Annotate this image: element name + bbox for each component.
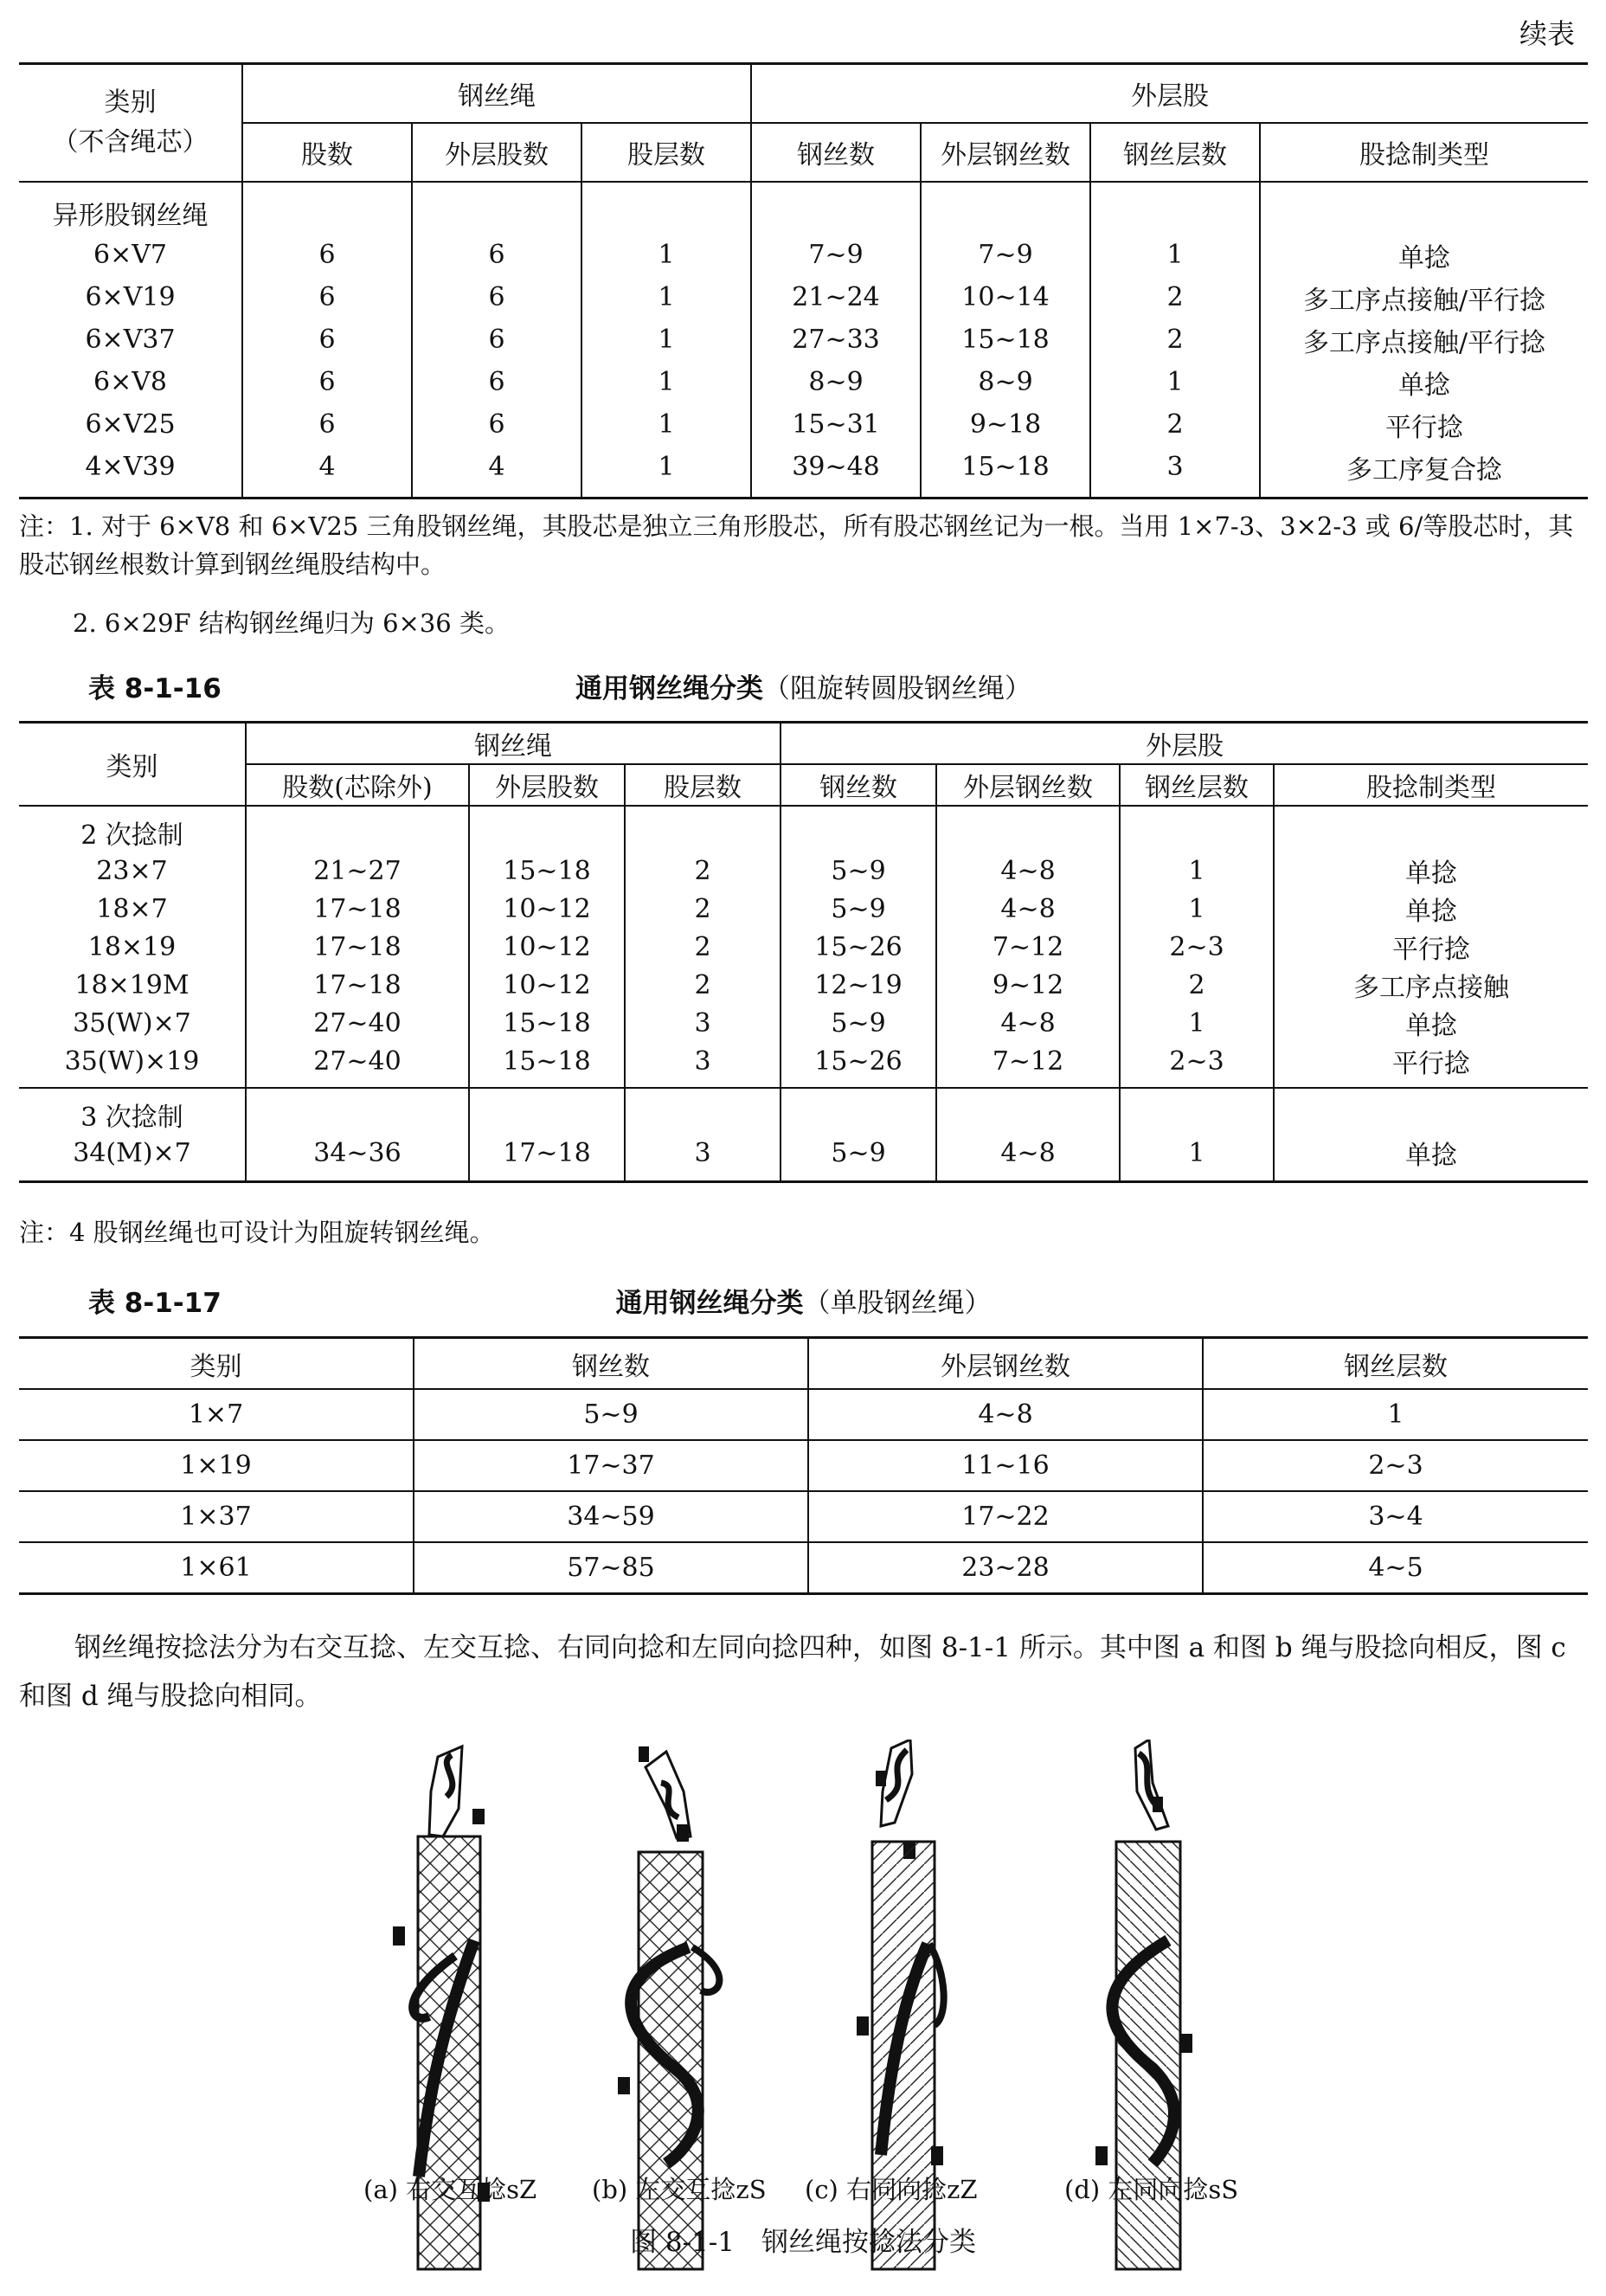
table-cell: 2 (1120, 966, 1274, 1004)
table-cell: 6×V19 (85, 282, 176, 312)
table-cell: 平行捻 (1274, 1042, 1588, 1088)
figure-label-a: (a) 右交互捻sZ (363, 2175, 537, 2204)
table-cell: 10~12 (469, 890, 625, 928)
body-paragraph: 钢丝绳按捻法分为右交互捻、左交互捻、右同向捻和左同向捻四种，如图 8-1-1 所示。其中图 a 和图 b 绳与股捻向相反，图 c 和图 d 绳与股捻向相同。 (19, 1632, 1566, 1712)
table-row (19, 403, 1588, 446)
continued-label: 续表 (1519, 17, 1575, 50)
table-cell: 1 (581, 403, 751, 446)
table-cell: 17~18 (246, 890, 469, 928)
group-label: 3 次捻制 (80, 1103, 183, 1133)
table-cell: 17~22 (808, 1491, 1203, 1542)
header-rope: 钢丝绳 (242, 64, 751, 124)
table-2-body (19, 806, 1588, 1182)
table-cell: 11~16 (808, 1440, 1203, 1491)
table-cell: 1 (1203, 1389, 1588, 1440)
table-1-note-2: 2. 6×29F 结构钢丝绳归为 6×36 类。 (73, 608, 510, 638)
table-cell: 12~19 (781, 966, 936, 1004)
table-cell: 6 (412, 234, 581, 276)
table-cell: 10~12 (469, 966, 625, 1004)
table-cell: 15~18 (469, 1042, 625, 1088)
table-cell (246, 1088, 469, 1134)
header-strand: 外层股 (781, 723, 1588, 765)
table-cell: 单捻 (1260, 234, 1588, 276)
table-cell: 15~26 (781, 928, 936, 966)
table-cell: 10~12 (469, 928, 625, 966)
column-header: 钢丝数 (751, 123, 921, 182)
column-header: 外层钢丝数 (808, 1338, 1203, 1390)
header-category: 类别 (19, 723, 246, 807)
table-cell: 1 (581, 446, 751, 498)
table-1-body (19, 182, 1588, 498)
table-cell: 27~33 (751, 318, 921, 361)
table-cell: 1 (1120, 1134, 1274, 1182)
table-cell: 15~18 (469, 1004, 625, 1042)
table-cell (1120, 806, 1274, 852)
table-cell: 9~12 (936, 966, 1120, 1004)
column-header: 类别 (19, 1338, 414, 1390)
table-cell: 1 (1090, 234, 1260, 276)
table-cell: 7~12 (936, 1042, 1120, 1088)
column-header: 外层钢丝数 (921, 123, 1090, 182)
table-cell: 6 (242, 361, 412, 403)
table-cell: 单捻 (1274, 852, 1588, 890)
table-cell: 5~9 (781, 1134, 936, 1182)
column-header: 钢丝数 (414, 1338, 808, 1390)
group-label-row (19, 806, 1588, 852)
table-cell: 1×37 (19, 1491, 414, 1542)
table-cell: 5~9 (781, 852, 936, 890)
table-cell: 39~48 (751, 446, 921, 498)
table-cell: 平行捻 (1260, 403, 1588, 446)
table-cell: 18×19M (74, 969, 190, 1000)
table-cell (781, 806, 936, 852)
table-row (19, 446, 1588, 498)
table-row (19, 1389, 1588, 1440)
table-cell: 1×19 (19, 1440, 414, 1491)
header-strand: 外层股 (751, 64, 1588, 124)
table-cell: 1 (1120, 852, 1274, 890)
table-2-caption (19, 666, 1588, 706)
table-cell: 6 (242, 276, 412, 318)
figure-label-d: (d) 左同向捻sS (1064, 2175, 1239, 2204)
table-cell: 9~18 (921, 403, 1090, 446)
column-header: 股捻制类型 (1260, 123, 1588, 182)
table-cell: 多工序点接触 (1274, 966, 1588, 1004)
table-2-title: 通用钢丝绳分类（阻旋转圆股钢丝绳） (575, 673, 1031, 704)
table-cell: 多工序复合捻 (1260, 446, 1588, 498)
table-cell: 7~9 (751, 234, 921, 276)
column-header: 钢丝层数 (1203, 1338, 1588, 1390)
column-header: 钢丝层数 (1120, 764, 1274, 806)
table-row (19, 1542, 1588, 1594)
figure-label-b: (b) 左交互捻zS (592, 2175, 767, 2204)
table-cell: 6 (242, 318, 412, 361)
table-cell: 3 (625, 1004, 781, 1042)
table-cell: 4~8 (808, 1389, 1203, 1440)
figure-label-c: (c) 右同向捻zZ (805, 2175, 978, 2204)
figure-caption: 图 8-1-1 钢丝绳按捻法分类 (630, 2227, 976, 2258)
table-cell: 1 (1120, 1004, 1274, 1042)
column-header: 钢丝层数 (1090, 123, 1260, 182)
table-row (19, 966, 1588, 1004)
table-cell: 3 (1090, 446, 1260, 498)
table-cell: 15~31 (751, 403, 921, 446)
table-cell (781, 1088, 936, 1134)
table-cell: 18×7 (96, 893, 168, 924)
column-header: 外层股数 (412, 123, 581, 182)
table-2-number: 表 8-1-16 (88, 673, 222, 704)
table-cell: 6×V37 (85, 325, 176, 355)
table-cell: 17~18 (246, 966, 469, 1004)
table-cell: 35(W)×7 (73, 1007, 191, 1039)
table-cell: 4~8 (936, 1134, 1120, 1182)
table-cell (469, 806, 625, 852)
table-cell: 1 (581, 361, 751, 403)
table-cell: 7~9 (921, 234, 1090, 276)
table-cell: 15~18 (921, 318, 1090, 361)
table-3-number: 表 8-1-17 (88, 1288, 222, 1319)
table-cell: 2 (1090, 318, 1260, 361)
table-cell: 34~36 (246, 1134, 469, 1182)
table-row (19, 852, 1588, 890)
table-row (19, 928, 1588, 966)
table-cell (1274, 806, 1588, 852)
table-cell: 4~8 (936, 852, 1120, 890)
table-cell: 单捻 (1274, 1134, 1588, 1182)
table-row (19, 1491, 1588, 1542)
table-cell: 6 (412, 318, 581, 361)
table-cell: 4~8 (936, 1004, 1120, 1042)
table-cell: 4~5 (1203, 1542, 1588, 1594)
table-cell: 34~59 (414, 1491, 808, 1542)
table-cell: 1 (581, 234, 751, 276)
table-cell: 21~24 (751, 276, 921, 318)
table-3-caption (19, 1281, 1588, 1321)
table-2 (19, 721, 1588, 1183)
table-cell: 15~18 (469, 852, 625, 890)
column-header: 钢丝数 (781, 764, 936, 806)
table-row (19, 318, 1588, 361)
table-cell: 2 (625, 966, 781, 1004)
table-cell: 23×7 (96, 855, 168, 886)
table-cell: 2~3 (1203, 1440, 1588, 1491)
table-cell (936, 1088, 1120, 1134)
table-cell: 34(M)×7 (73, 1137, 191, 1168)
table-cell: 17~37 (414, 1440, 808, 1491)
column-header: 股数 (242, 123, 412, 182)
table-cell: 6×V8 (93, 367, 167, 397)
table-cell (625, 806, 781, 852)
table-cell: 15~26 (781, 1042, 936, 1088)
table-cell (1274, 1088, 1588, 1134)
table-cell: 3 (625, 1134, 781, 1182)
table-cell (625, 1088, 781, 1134)
table-cell: 23~28 (808, 1542, 1203, 1594)
table-row (19, 361, 1588, 403)
table-cell: 1×7 (19, 1389, 414, 1440)
table-cell: 1 (581, 318, 751, 361)
column-header: 股层数 (625, 764, 781, 806)
table-cell: 5~9 (414, 1389, 808, 1440)
table-3-body (19, 1389, 1588, 1594)
table-2-note: 注：4 股钢丝绳也可设计为阻旋转钢丝绳。 (19, 1218, 495, 1247)
table-cell: 21~27 (246, 852, 469, 890)
table-row (19, 276, 1588, 318)
table-cell: 2 (625, 890, 781, 928)
table-cell: 4 (412, 446, 581, 498)
table-cell: 15~18 (921, 446, 1090, 498)
table-cell: 6 (242, 234, 412, 276)
table-row (19, 1042, 1588, 1088)
column-header: 股捻制类型 (1274, 764, 1588, 806)
table-cell: 2~3 (1120, 928, 1274, 966)
group-label-row (19, 1088, 1588, 1134)
table-cell: 8~9 (751, 361, 921, 403)
table-cell: 6 (412, 361, 581, 403)
table-cell: 3 (625, 1042, 781, 1088)
table-3 (19, 1336, 1588, 1595)
table-cell (936, 806, 1120, 852)
table-cell: 17~18 (246, 928, 469, 966)
table-cell: 6 (242, 403, 412, 446)
table-cell: 4~8 (936, 890, 1120, 928)
group-label: 2 次捻制 (80, 820, 183, 851)
column-header: 股数(芯除外) (246, 764, 469, 806)
table-cell: 7~12 (936, 928, 1120, 966)
table-cell: 多工序点接触/平行捻 (1260, 276, 1588, 318)
table-cell: 单捻 (1274, 1004, 1588, 1042)
table-1-note-1: 注：1. 对于 6×V8 和 6×V25 三角股钢丝绳，其股芯是独立三角形股芯，所有股芯钢丝记为一根。当用 1×7-3、3×2-3 或 6/等股芯时，其股芯钢丝根数计算到钢丝绳股结构中。 (19, 511, 1574, 579)
table-cell: 27~40 (246, 1042, 469, 1088)
table-cell: 5~9 (781, 1004, 936, 1042)
table-cell: 2 (625, 928, 781, 966)
table-cell (1120, 1088, 1274, 1134)
table-cell: 6×V25 (85, 409, 176, 440)
table-cell: 57~85 (414, 1542, 808, 1594)
table-3-title: 通用钢丝绳分类（单股钢丝绳） (615, 1288, 992, 1319)
section-label: 异形股钢丝绳 (52, 200, 209, 231)
table-cell: 17~18 (469, 1134, 625, 1182)
table-cell: 平行捻 (1274, 928, 1588, 966)
table-cell: 6×V7 (93, 240, 167, 270)
table-cell: 2 (1090, 403, 1260, 446)
table-cell: 6 (412, 276, 581, 318)
table-cell: 1 (1090, 361, 1260, 403)
table-cell: 1 (581, 276, 751, 318)
table-cell: 2~3 (1120, 1042, 1274, 1088)
table-row (19, 890, 1588, 928)
table-1 (19, 62, 1588, 499)
table-cell: 1×61 (19, 1542, 414, 1594)
table-cell: 6 (412, 403, 581, 446)
table-cell: 2 (1090, 276, 1260, 318)
table-cell: 2 (625, 852, 781, 890)
table-row (19, 1440, 1588, 1491)
table-row (19, 1134, 1588, 1182)
table-cell: 多工序点接触/平行捻 (1260, 318, 1588, 361)
table-cell: 3~4 (1203, 1491, 1588, 1542)
table-cell: 27~40 (246, 1004, 469, 1042)
header-category: 类别 （不含绳芯） (19, 64, 242, 183)
table-cell: 4×V39 (85, 452, 176, 482)
column-header: 外层股数 (469, 764, 625, 806)
table-cell: 18×19 (87, 931, 177, 962)
column-header: 股层数 (581, 123, 751, 182)
table-cell: 35(W)×19 (19, 1042, 246, 1088)
table-row (19, 234, 1588, 276)
table-cell (469, 1088, 625, 1134)
table-cell: 1 (1120, 890, 1274, 928)
table-cell: 5~9 (781, 890, 936, 928)
header-rope: 钢丝绳 (246, 723, 781, 765)
table-row (19, 1004, 1588, 1042)
table-cell: 单捻 (1274, 890, 1588, 928)
twist-figure (0, 1740, 1606, 2293)
column-header: 外层钢丝数 (936, 764, 1120, 806)
table-cell: 单捻 (1260, 361, 1588, 403)
table-cell (246, 806, 469, 852)
table-cell: 4 (242, 446, 412, 498)
table-cell: 8~9 (921, 361, 1090, 403)
table-cell: 10~14 (921, 276, 1090, 318)
